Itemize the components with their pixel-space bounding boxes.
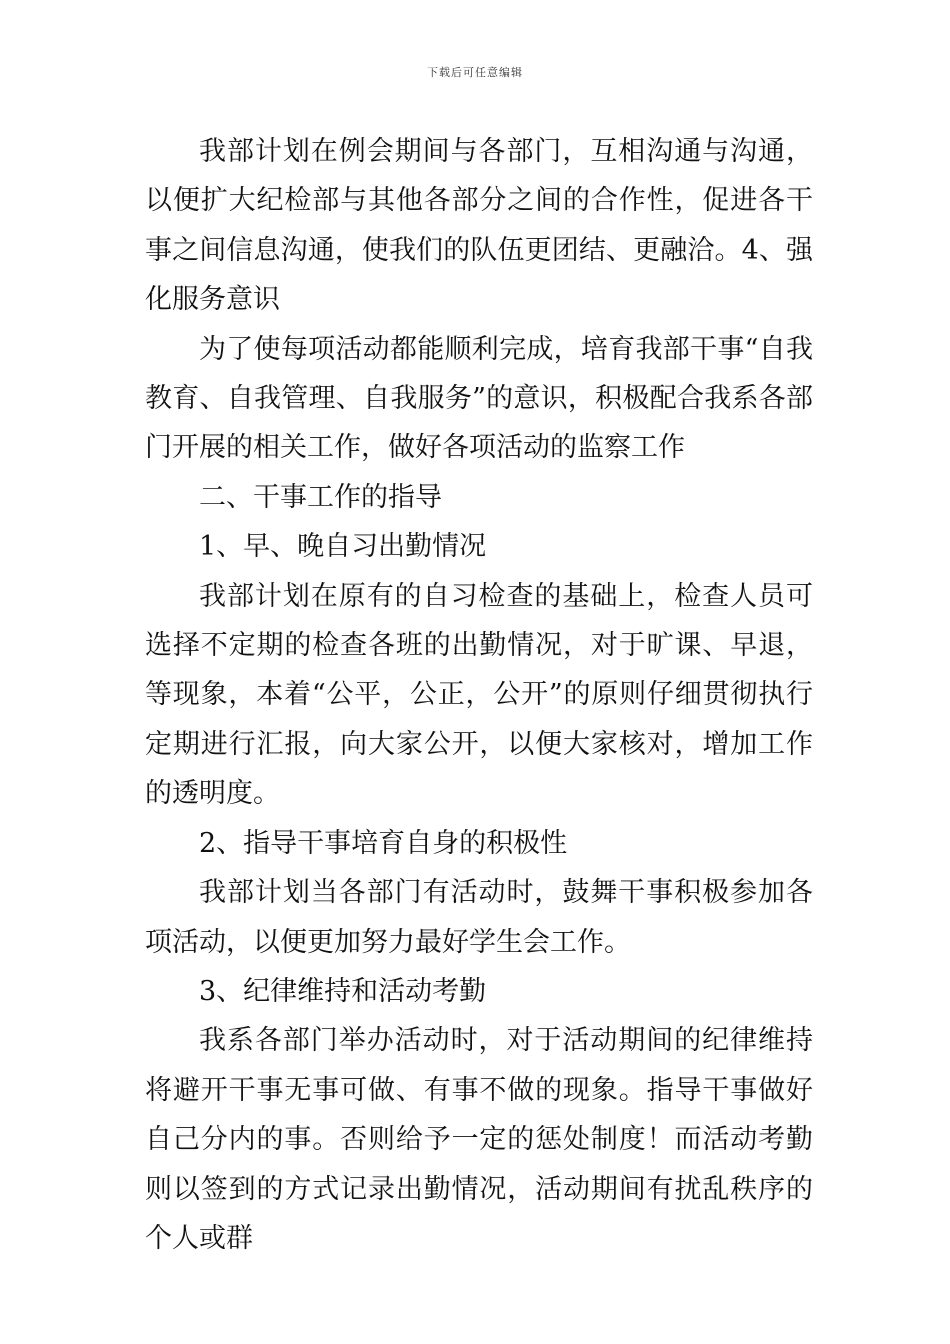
paragraph-attendance: 我部计划在原有的自习检查的基础上，检查人员可选择不定期的检查各班的出勤情况，对于旷课、早退，等现象，本着“公平，公正，公开”的原则仔细贯彻执行定期进行汇报，向大家公开，以便大家核对，增加工作的透明度。 bbox=[145, 580, 813, 810]
subheading-attendance: 1、早、晚自习出勤情况 bbox=[199, 531, 487, 563]
subheading-initiative: 2、指导干事培育自身的积极性 bbox=[199, 827, 568, 859]
paragraph-communication: 我部计划在例会期间与各部门，互相沟通与沟通，以便扩大纪检部与其他各部分之间的合作性，促进各干事之间信息沟通，使我们的队伍更团结、更融洽。4、强化服务意识 bbox=[145, 136, 813, 316]
paragraph-service-awareness: 为了使每项活动都能顺利完成，培育我部干事“自我教育、自我管理、自我服务”的意识，积极配合我系各部门开展的相关工作，做好各项活动的监察工作 bbox=[145, 333, 813, 464]
paragraph-initiative: 我部计划当各部门有活动时，鼓舞干事积极参加各项活动，以便更加努力最好学生会工作。 bbox=[145, 877, 813, 958]
paragraph-discipline: 我系各部门举办活动时，对于活动期间的纪律维持将避开干事无事可做、有事不做的现象。指导干事做好自己分内的事。否则给予一定的惩处制度！而活动考勤则以签到的方式记录出勤情况，活动期间有扰乱秩序的个人或群 bbox=[145, 1025, 813, 1254]
section-heading-guidance: 二、干事工作的指导 bbox=[199, 481, 442, 513]
page-header: 下载后可任意编辑 bbox=[427, 66, 523, 79]
document-body bbox=[145, 127, 813, 1263]
subheading-discipline: 3、纪律维持和活动考勤 bbox=[199, 975, 487, 1007]
